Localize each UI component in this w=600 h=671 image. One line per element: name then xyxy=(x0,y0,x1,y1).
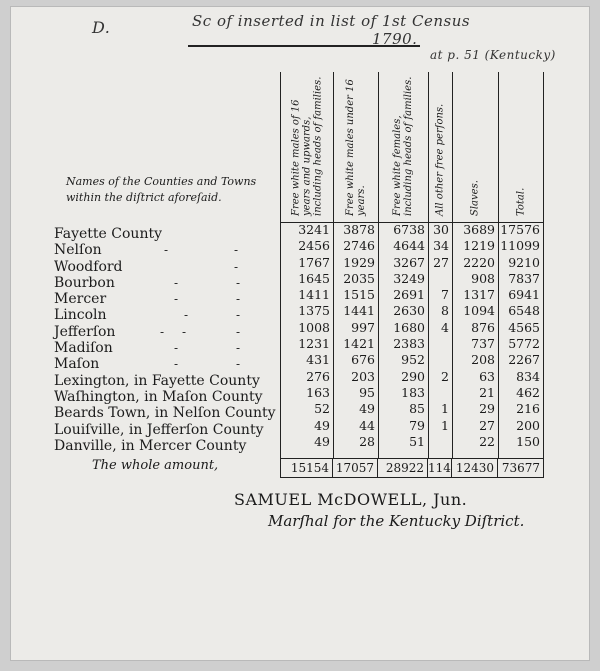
table-cell: 2383 xyxy=(393,336,425,352)
county-name: Maſon xyxy=(54,356,100,373)
list-item: Nelſon - - xyxy=(54,242,239,259)
table-cell: 4565 xyxy=(508,319,540,335)
names-column-title: Names of the Counties and Towns within the diſtrict aforeſaid. xyxy=(66,175,257,204)
handwritten-note-line-1: Sc of inserted in list of 1st Census xyxy=(192,12,471,30)
table-cell: 290 xyxy=(401,368,425,384)
total-cell: 114 xyxy=(428,461,451,475)
col-other-free xyxy=(428,222,453,458)
table-cell: 908 xyxy=(471,270,495,286)
table-cell: 27 xyxy=(479,417,495,433)
table-cell: 30 xyxy=(433,222,449,237)
total-cell: 15154 xyxy=(281,459,333,477)
col-males-under-16 xyxy=(333,222,379,458)
table-cell: 3267 xyxy=(393,254,425,270)
county-name: Madiſon xyxy=(54,340,113,357)
table-cell xyxy=(428,385,452,401)
table-cell: 737 xyxy=(471,336,495,352)
table-cell: 17576 xyxy=(500,222,540,237)
county-name: Woodford xyxy=(54,258,123,275)
data-table xyxy=(280,222,544,458)
handwritten-note-line-3: at p. 51 (Kentucky) xyxy=(430,48,556,62)
table-cell: 1 xyxy=(441,401,449,417)
county-name: Beards Town, in Nelſon County xyxy=(54,405,276,422)
total-label: The whole amount, xyxy=(92,458,219,473)
table-cell: 28 xyxy=(359,433,375,449)
county-name: Waſhington, in Maſon County xyxy=(54,388,263,405)
table-cell: 2267 xyxy=(508,352,540,368)
county-name: Jefferſon xyxy=(54,323,116,340)
list-item: Madiſon - - xyxy=(54,340,241,357)
table-cell: 51 xyxy=(409,433,425,449)
table-cell: 7 xyxy=(441,287,449,303)
table-cell: 276 xyxy=(306,368,330,384)
total-cell: 73677 xyxy=(501,461,540,475)
table-cell: 200 xyxy=(516,417,540,433)
list-item: Lincoln - - xyxy=(54,307,241,324)
table-cell: 49 xyxy=(314,433,330,449)
table-cell xyxy=(428,271,452,287)
table-cell: 2220 xyxy=(463,254,495,270)
table-cell: 952 xyxy=(401,352,425,368)
table-cell: 6548 xyxy=(508,303,540,319)
list-item: Maſon - - xyxy=(54,356,241,373)
table-cell: 208 xyxy=(471,352,495,368)
list-item xyxy=(54,226,290,242)
table-cell: 21 xyxy=(479,384,495,400)
table-cell: 1375 xyxy=(298,303,330,319)
header-col-slaves xyxy=(452,72,499,222)
table-cell: 3241 xyxy=(298,222,330,237)
table-cell: 52 xyxy=(314,401,330,417)
list-item xyxy=(54,438,290,454)
handwritten-note-line-2: 1790. xyxy=(372,30,418,48)
header-text: Free white males of 16 years and upwards, including heads of families. xyxy=(290,76,324,216)
table-cell: 676 xyxy=(351,352,375,368)
col-slaves xyxy=(452,222,499,458)
header-text: All other free perſons. xyxy=(434,103,446,216)
table-cell: 63 xyxy=(479,368,495,384)
county-names-list xyxy=(54,226,290,454)
list-item xyxy=(54,405,290,421)
list-item xyxy=(54,422,290,438)
column-headers xyxy=(280,72,544,223)
table-cell xyxy=(428,352,452,368)
signature-title: Marſhal for the Kentucky Diſtrict. xyxy=(268,512,525,530)
table-cell: 3249 xyxy=(393,270,425,286)
table-cell: 85 xyxy=(409,401,425,417)
table-cell: 49 xyxy=(314,417,330,433)
table-cell: 11099 xyxy=(500,238,540,254)
header-text: Free white females, including heads of families. xyxy=(392,76,414,216)
table-cell: 79 xyxy=(409,417,425,433)
table-cell: 1680 xyxy=(393,319,425,335)
list-item: Mercer - - xyxy=(54,291,241,308)
header-text: Slaves. xyxy=(469,180,481,216)
table-cell: 2 xyxy=(441,368,449,384)
list-item xyxy=(54,373,290,389)
table-cell xyxy=(428,336,452,352)
county-name: Lexington, in Fayette County xyxy=(54,372,260,389)
col-total xyxy=(498,222,543,458)
county-name: Bourbon xyxy=(54,274,115,291)
county-name: Nelſon xyxy=(54,242,102,259)
table-cell: 4 xyxy=(441,319,449,335)
table-cell: 1929 xyxy=(343,254,375,270)
totals-row xyxy=(280,458,544,478)
county-name: Louiſville, in Jefferſon County xyxy=(54,421,264,438)
county-name: Lincoln xyxy=(54,307,107,324)
table-cell: 1008 xyxy=(298,319,330,335)
table-cell: 2746 xyxy=(343,238,375,254)
table-cell: 1411 xyxy=(298,287,330,303)
table-cell: 6738 xyxy=(393,222,425,237)
table-cell: 7837 xyxy=(508,270,540,286)
table-cell: 29 xyxy=(479,401,495,417)
table-cell: 49 xyxy=(359,401,375,417)
table-cell: 34 xyxy=(433,238,449,254)
table-cell: 431 xyxy=(306,352,330,368)
table-cell: 4644 xyxy=(393,238,425,254)
table-cell: 9210 xyxy=(508,254,540,270)
list-item: Jefferſon - - - xyxy=(54,323,241,340)
document-page xyxy=(10,6,590,661)
table-cell: 1515 xyxy=(343,287,375,303)
table-cell: 2035 xyxy=(343,270,375,286)
header-col-total xyxy=(498,72,543,222)
table-cell: 1231 xyxy=(298,336,330,352)
total-cell: 28922 xyxy=(378,459,428,477)
table-cell: 1317 xyxy=(463,287,495,303)
header-text: Total. xyxy=(515,187,526,216)
table-cell: 1421 xyxy=(343,336,375,352)
table-cell: 27 xyxy=(433,254,449,270)
table-cell: 1219 xyxy=(463,238,495,254)
table-cell: 8 xyxy=(441,303,449,319)
corner-annotation: D. xyxy=(92,18,111,37)
table-cell: 997 xyxy=(351,319,375,335)
table-cell: 183 xyxy=(401,384,425,400)
signature-name: SAMUEL McDOWELL, Jun. xyxy=(234,490,468,509)
table-cell: 2630 xyxy=(393,303,425,319)
header-col-males-under-16 xyxy=(333,72,379,222)
table-cell: 44 xyxy=(359,417,375,433)
table-cell: 1645 xyxy=(298,270,330,286)
county-name: Fayette County xyxy=(54,226,163,242)
table-cell: 834 xyxy=(516,368,540,384)
table-cell: 1 xyxy=(441,417,449,433)
total-cell: 12430 xyxy=(452,459,498,477)
table-cell: 6941 xyxy=(508,287,540,303)
county-name: Mercer xyxy=(54,291,107,308)
table-cell: 150 xyxy=(516,433,540,449)
table-cell: 2456 xyxy=(298,238,330,254)
header-col-other-free xyxy=(428,72,453,222)
list-item: Woodford - xyxy=(54,258,239,275)
table-cell: 203 xyxy=(351,368,375,384)
county-name: Danville, in Mercer County xyxy=(54,437,247,454)
list-item xyxy=(54,389,290,405)
list-item: Bourbon - - xyxy=(54,274,241,291)
col-males-16-up xyxy=(281,222,334,458)
header-text: Free white males under 16 years. xyxy=(344,79,367,216)
table-cell: 1441 xyxy=(343,303,375,319)
table-cell: 5772 xyxy=(508,336,540,352)
total-cell: 17057 xyxy=(333,459,378,477)
table-cell: 163 xyxy=(306,384,330,400)
table-cell: 22 xyxy=(479,433,495,449)
col-females xyxy=(378,222,429,458)
table-cell: 95 xyxy=(359,384,375,400)
table-cell xyxy=(428,434,452,450)
table-cell: 1094 xyxy=(463,303,495,319)
table-cell: 1767 xyxy=(298,254,330,270)
header-col-females xyxy=(378,72,429,222)
table-cell: 462 xyxy=(516,384,540,400)
table-cell: 3689 xyxy=(463,222,495,237)
table-cell: 876 xyxy=(471,319,495,335)
table-cell: 2691 xyxy=(393,287,425,303)
table-cell: 3878 xyxy=(343,222,375,237)
header-col-males-16-up xyxy=(281,72,334,222)
table-cell: 216 xyxy=(516,401,540,417)
